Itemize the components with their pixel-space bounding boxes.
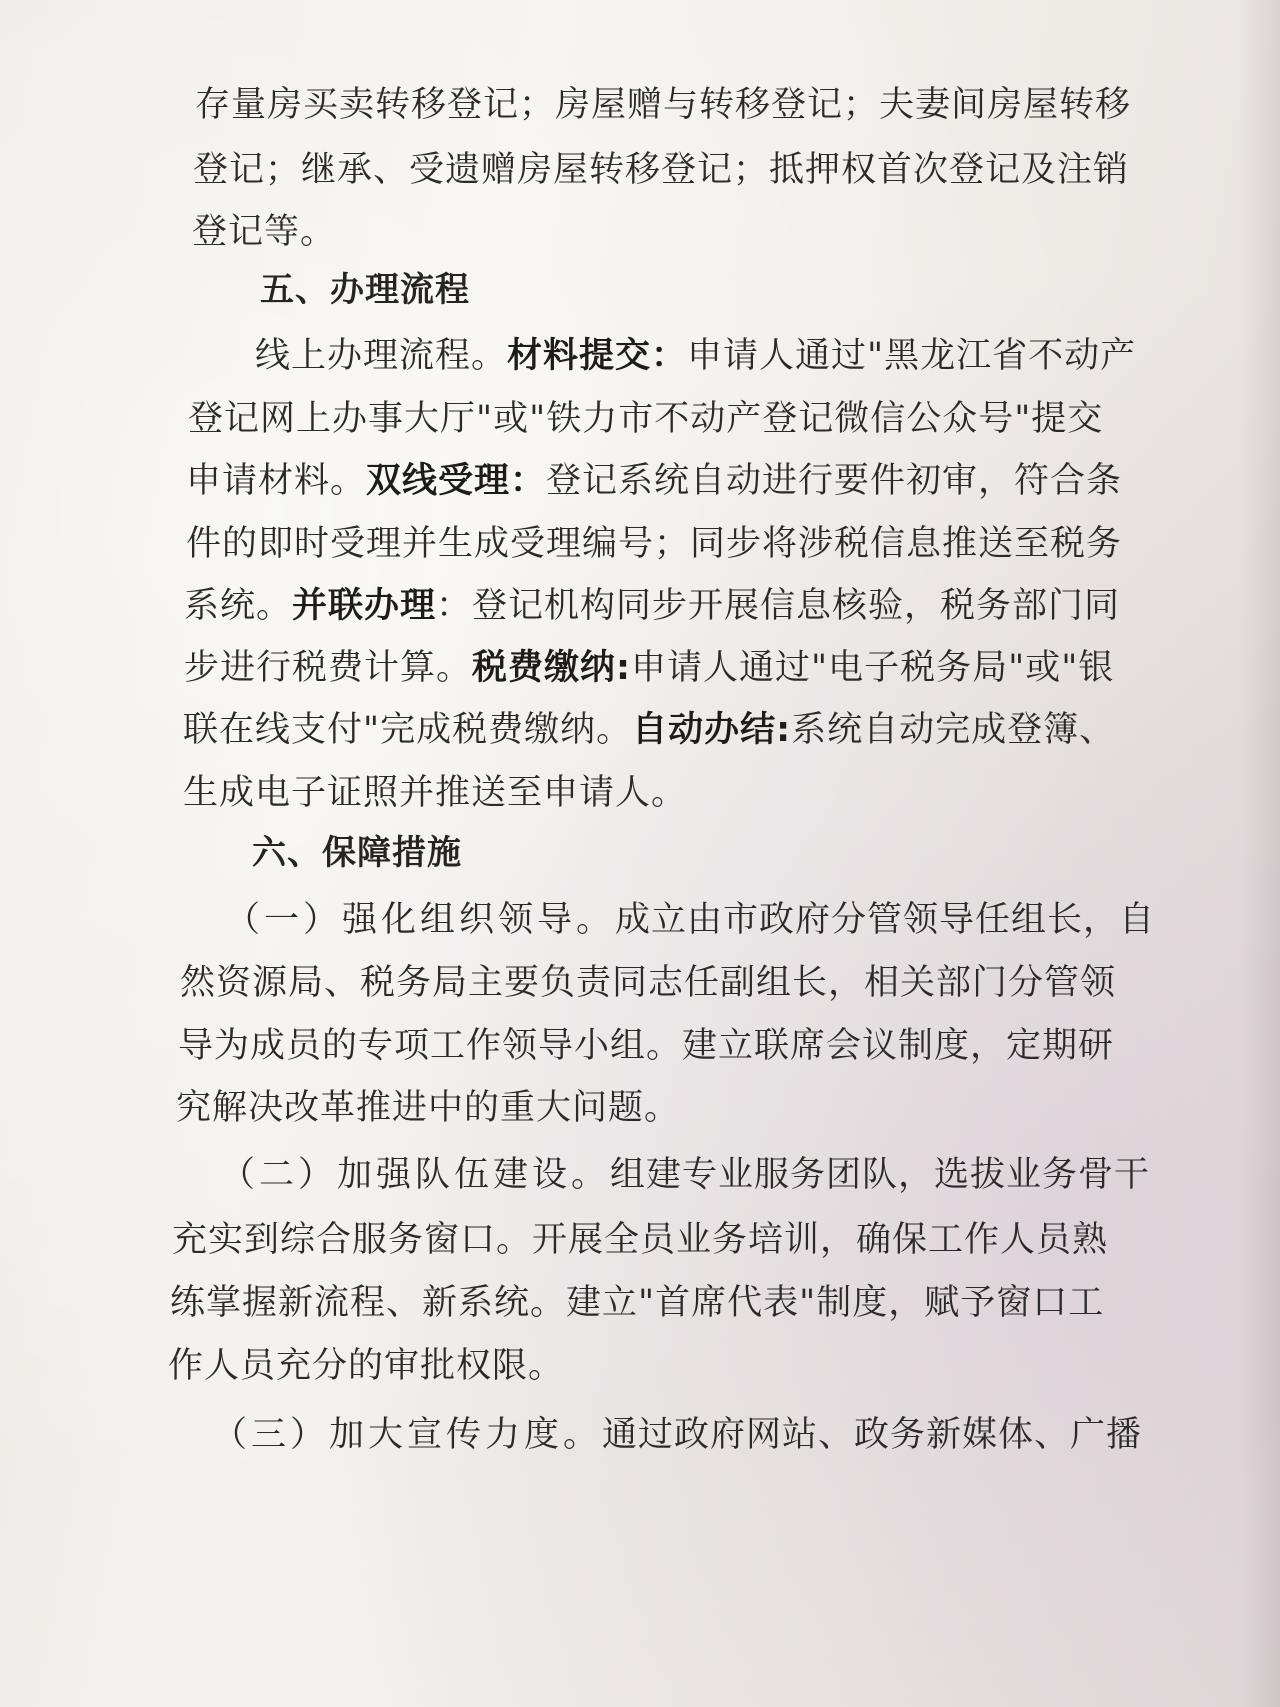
text-run: 究解决改革推进中的重大问题。 [176, 1088, 681, 1128]
text-line [184, 646, 1114, 690]
text-run: 线上办理流程。 [255, 336, 508, 376]
text-line [193, 148, 1129, 192]
bold-term: 材料提交： [507, 336, 688, 376]
text-line [168, 1344, 564, 1388]
text-line [186, 459, 1122, 503]
text-line [176, 1086, 680, 1130]
text-run: 申请人通过"电子税务局"或"银 [631, 648, 1115, 688]
bold-term: 并联办理 [292, 586, 437, 626]
subheading: （二）加强队伍建设。 [220, 1155, 611, 1195]
text-run: 成立由市政府分管领导任组长，自 [615, 900, 1156, 940]
text-run: ：登记机构同步开展信息核验，税务部门同 [436, 586, 1121, 626]
text-line [170, 1281, 1104, 1325]
text-run: 系统自动完成登簿、 [791, 710, 1116, 750]
text-run: 系统。 [184, 586, 293, 626]
text-line [225, 898, 1155, 942]
text-run: 联在线支付"完成税费缴纳。 [183, 710, 633, 750]
heading-text: 六、保障措施 [252, 833, 462, 873]
text-run: 然资源局、税务局主要负责同志任副组长，相关部门分管领 [180, 963, 1117, 1003]
text-run: 登记系统自动进行要件初审，符合条 [546, 461, 1123, 501]
text-run: 练掌握新流程、新系统。建立"首席代表"制度，赋予窗口工 [170, 1283, 1105, 1323]
text-line [183, 708, 1115, 752]
text-line [192, 210, 336, 254]
text-line [195, 83, 1131, 127]
text-run: 导为成员的专项工作领导小组。建立联席会议制度，定期研 [178, 1026, 1115, 1066]
section-heading-6 [252, 831, 462, 875]
subheading: （一）强化组织领导。 [225, 900, 616, 940]
text-run: 组建专业服务团队，选拔业务骨干 [610, 1155, 1151, 1195]
text-run: 申请人通过"黑龙江省不动产 [687, 336, 1137, 376]
text-run: 生成电子证照并推送至申请人。 [183, 773, 688, 813]
text-line [255, 334, 1136, 378]
subheading: （三）加大宣传力度。 [212, 1415, 603, 1455]
text-run: 登记网上办事大厅"或"铁力市不动产登记微信公众号"提交 [188, 399, 1104, 439]
bold-term: 税费缴纳: [472, 648, 632, 688]
section-heading-5 [260, 268, 470, 312]
heading-text: 五、办理流程 [260, 270, 470, 310]
page-edge-shadow [1240, 0, 1280, 1707]
text-run: 件的即时受理并生成受理编号；同步将涉税信息推送至税务 [186, 524, 1123, 564]
text-line [220, 1153, 1150, 1197]
text-line [172, 1218, 1108, 1262]
text-run: 存量房买卖转移登记；房屋赠与转移登记；夫妻间房屋转移 [195, 85, 1132, 125]
text-line [188, 397, 1103, 441]
text-run: 申请材料。 [186, 461, 367, 501]
text-line [186, 522, 1122, 566]
bold-term: 双线受理： [366, 461, 547, 501]
text-run: 作人员充分的审批权限。 [168, 1346, 565, 1386]
text-line [212, 1413, 1142, 1457]
text-line [178, 1024, 1114, 1068]
text-run: 登记等。 [192, 212, 337, 252]
text-line [183, 771, 687, 815]
text-line [184, 584, 1120, 628]
text-line [180, 961, 1116, 1005]
text-run: 步进行税费计算。 [184, 648, 473, 688]
text-run: 充实到综合服务窗口。开展全员业务培训，确保工作人员熟 [172, 1220, 1109, 1260]
text-run: 登记；继承、受遗赠房屋转移登记；抵押权首次登记及注销 [193, 150, 1130, 190]
bold-term: 自动办结: [632, 710, 792, 750]
text-run: 通过政府网站、政务新媒体、广播 [602, 1415, 1143, 1455]
